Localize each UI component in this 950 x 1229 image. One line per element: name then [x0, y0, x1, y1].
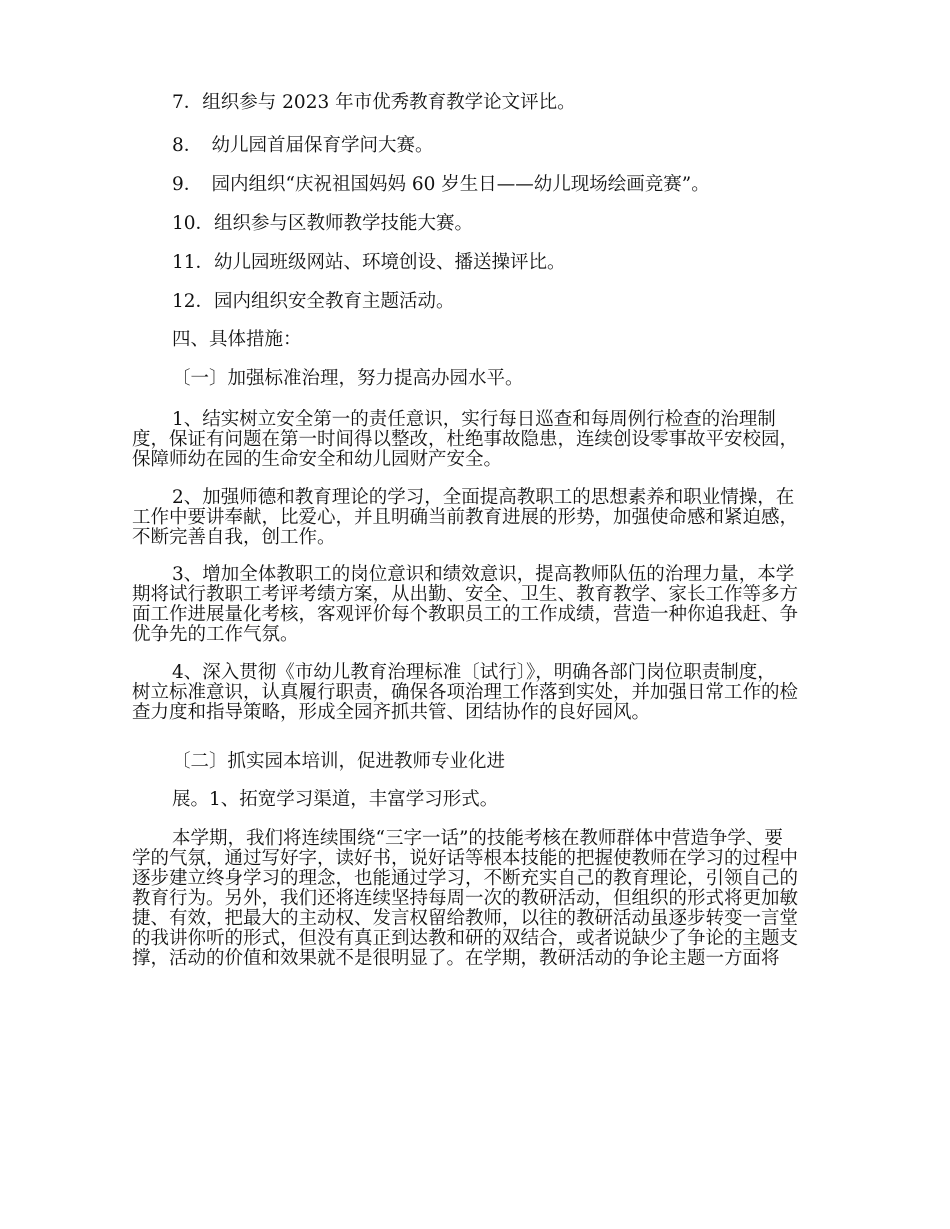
paragraph [132, 136, 822, 156]
paragraph [132, 93, 822, 113]
text-line: 树立标准意识，认真履行职责，确保各项治理工作落到实处，并加强日常工作的检 [132, 682, 799, 703]
paragraph [132, 565, 822, 645]
text-line: 〔二〕抓实园本培训，促进教师专业化进 [172, 751, 506, 772]
paragraph [132, 752, 822, 772]
text-line: 面工作进展量化考核，客观评价每个教职员工的工作成绩，营造一种你追我赶、争 [132, 604, 799, 625]
paragraph [132, 175, 822, 195]
text-line: 7．组织参与 2023 年市优秀教育教学论文评比。 [172, 92, 576, 113]
text-line: 9． 园内组织“庆祝祖国妈妈 60 岁生日——幼儿现场绘画竞赛”。 [172, 174, 710, 195]
text-line: 1、结实树立安全第一的责任意识，实行每日巡查和每周例行检查的治理制 [172, 409, 776, 430]
text-line: 撑，活动的价值和效果就不是很明显了。在学期，教研活动的争论主题一方面将 [132, 948, 780, 969]
text-line: 11．幼儿园班级网站、环境创设、播送操评比。 [172, 252, 566, 273]
text-line: 四、具体措施： [172, 329, 302, 350]
text-line: 查力度和指导策略，形成全园齐抓共管、团结协作的良好园风。 [132, 702, 651, 723]
text-line: 3、增加全体教职工的岗位意识和绩效意识，提高教师队伍的治理力量，本学 [172, 564, 795, 585]
paragraph [132, 292, 822, 312]
text-line: 展。1、拓宽学习渠道，丰富学习形式。 [172, 789, 499, 810]
text-line: 4、深入贯彻《市幼儿教育治理标准〔试行〕》，明确各部门岗位职责制度， [172, 662, 776, 683]
paragraph [132, 214, 822, 234]
paragraph [132, 330, 822, 350]
text-line: 10．组织参与区教师教学技能大赛。 [172, 213, 474, 234]
text-line: 捷、有效，把最大的主动权、发言权留给教师，以往的教研活动虽逐步转变一言堂 [132, 908, 799, 929]
paragraph [132, 369, 822, 389]
text-line: 度，保证有问题在第一时间得以整改，杜绝事故隐患，连续创设零事故平安校园， [132, 429, 799, 450]
text-line: 工作中要讲奉献，比爱心，并且明确当前教育进展的形势，加强使命感和紧迫感， [132, 507, 799, 528]
text-line: 12．园内组织安全教育主题活动。 [172, 291, 455, 312]
paragraph [132, 663, 822, 723]
paragraph [132, 488, 822, 548]
paragraph [132, 829, 822, 969]
text-line: 8． 幼儿园首届保育学问大赛。 [172, 135, 434, 156]
text-line: 优争先的工作气氛。 [132, 624, 299, 645]
text-line: 〔一〕加强标准治理，努力提高办园水平。 [172, 368, 524, 389]
paragraph [132, 253, 822, 273]
text-line: 2、加强师德和教育理论的学习，全面提高教职工的思想素养和职业情操，在 [172, 487, 795, 508]
text-line: 学的气氛，通过写好字，读好书，说好话等根本技能的把握使教师在学习的过程中 [132, 848, 799, 869]
text-line: 期将试行教职工考评考绩方案，从出勤、安全、卫生、教育教学、家长工作等多方 [132, 584, 799, 605]
paragraph [132, 410, 822, 470]
text-line: 的我讲你听的形式，但没有真正到达教和研的双结合，或者说缺少了争论的主题支 [132, 928, 799, 949]
text-line: 逐步建立终身学习的理念，也能通过学习，不断充实自己的教育理论，引领自己的 [132, 868, 799, 889]
text-line: 保障师幼在园的生命安全和幼儿园财产安全。 [132, 449, 503, 470]
text-line: 本学期，我们将连续围绕“三字一话”的技能考核在教师群体中营造争学、要 [172, 828, 783, 849]
paragraph [132, 790, 822, 810]
text-line: 不断完善自我，创工作。 [132, 527, 336, 548]
text-line: 教育行为。另外，我们还将连续坚持每周一次的教研活动，但组织的形式将更加敏 [132, 888, 799, 909]
